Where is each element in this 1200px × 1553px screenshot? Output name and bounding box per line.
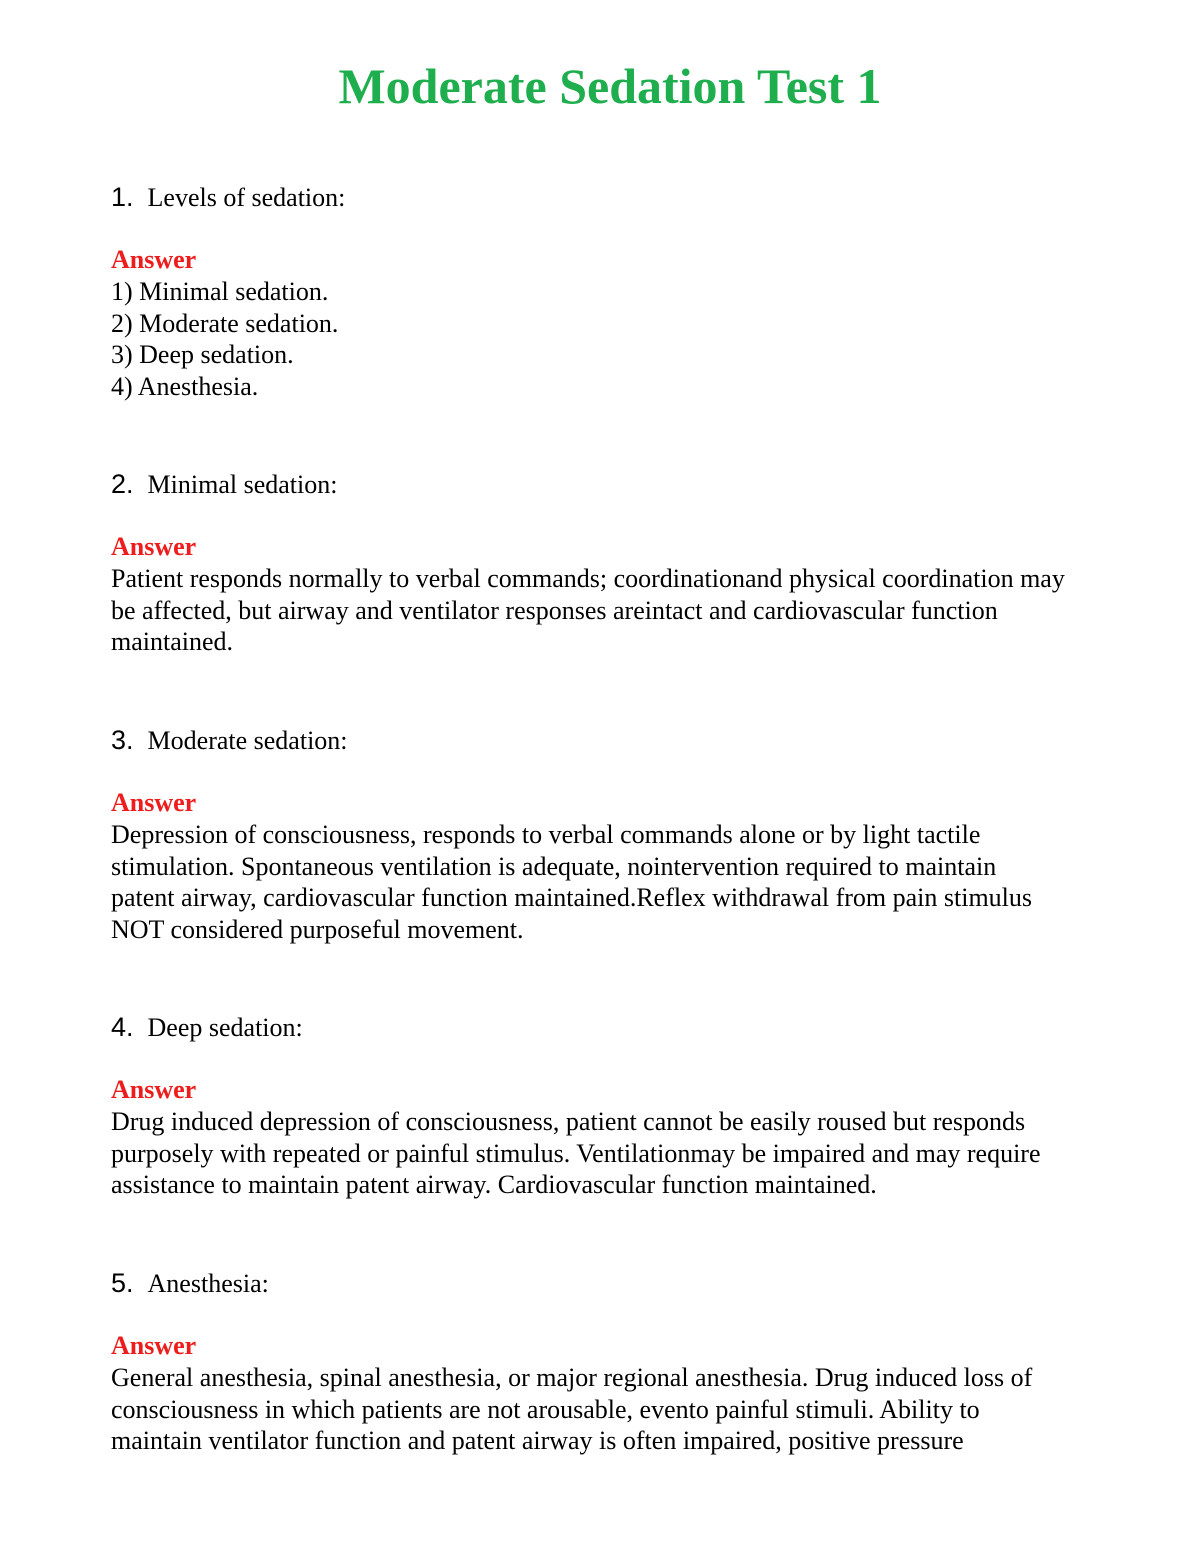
answer-line: stimulation. Spontaneous ventilation is adequate, nointervention required to maintain <box>111 851 997 881</box>
answer-label: Answer <box>111 245 197 274</box>
question-prompt: Deep sedation: <box>147 1013 303 1042</box>
question-number: 4. <box>111 1012 134 1042</box>
question-prompt: Levels of sedation: <box>147 183 346 212</box>
page-title: Moderate Sedation Test 1 <box>338 58 882 114</box>
question-heading <box>111 724 1131 757</box>
question-heading <box>111 181 1131 214</box>
list-item: 3) Deep sedation. <box>111 340 294 370</box>
answer-label: Answer <box>111 1075 197 1104</box>
answer-line: purposely with repeated or painful stimulus. Ventilationmay be impaired and may require <box>111 1138 1041 1168</box>
question-5 <box>111 1267 1131 1457</box>
question-prompt: Moderate sedation: <box>147 726 348 755</box>
question-number: 1. <box>111 182 134 212</box>
answer-line: be affected, but airway and ventilator responses areintact and cardiovascular function <box>111 595 998 625</box>
question-4 <box>111 1011 1131 1201</box>
question-number: 5. <box>111 1268 134 1298</box>
answer-line: Patient responds normally to verbal commands; coordinationand physical coordination may <box>111 564 1065 593</box>
answer-text <box>111 563 1131 658</box>
list-item: 4) Anesthesia. <box>111 371 259 401</box>
question-heading <box>111 1267 1131 1300</box>
list-item: 2) Moderate sedation. <box>111 308 339 338</box>
answer-label: Answer <box>111 788 197 817</box>
answer-line: patent airway, cardiovascular function maintained.Reflex withdrawal from pain stimulus <box>111 883 1033 913</box>
answer-line: consciousness in which patients are not arousable, evento painful stimuli. Ability to <box>111 1394 980 1424</box>
answer-label: Answer <box>111 532 197 561</box>
answer-label: Answer <box>111 1331 197 1360</box>
answer-line: assistance to maintain patent airway. Cardiovascular function maintained. <box>111 1170 877 1200</box>
question-prompt: Minimal sedation: <box>147 470 338 499</box>
answer-line: Depression of consciousness, responds to verbal commands alone or by light tactile <box>111 820 981 849</box>
answer-line: maintained. <box>111 627 234 657</box>
list-item: 1) Minimal sedation. <box>111 277 329 306</box>
answer-line: General anesthesia, spinal anesthesia, or major regional anesthesia. Drug induced loss of <box>111 1363 1033 1392</box>
answer-line: maintain ventilator function and patent airway is often impaired, positive pressure <box>111 1426 964 1456</box>
question-number: 2. <box>111 469 134 499</box>
question-prompt: Anesthesia: <box>147 1269 269 1298</box>
question-3 <box>111 724 1131 945</box>
question-number: 3. <box>111 725 134 755</box>
answer-text <box>111 819 1131 945</box>
answer-text <box>111 1362 1131 1457</box>
answer-list <box>111 276 1131 402</box>
question-2 <box>111 468 1131 658</box>
answer-text <box>111 1106 1131 1201</box>
question-heading <box>111 1011 1131 1044</box>
answer-line: Drug induced depression of consciousness, patient cannot be easily roused but responds <box>111 1107 1026 1136</box>
answer-line: NOT considered purposeful movement. <box>111 914 524 944</box>
question-1 <box>111 181 1131 402</box>
question-heading <box>111 468 1131 501</box>
